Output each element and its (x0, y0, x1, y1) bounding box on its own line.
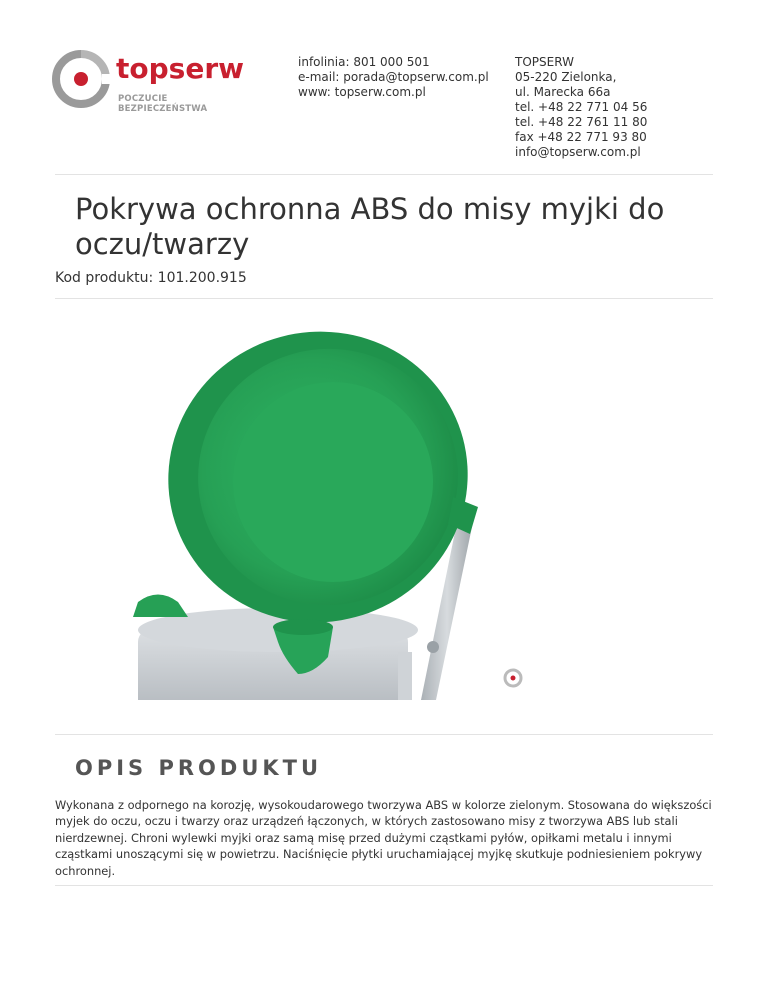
logo-ring-icon (52, 50, 110, 108)
brand-tagline: POCZUCIE BEZPIECZEŃSTWA (118, 94, 208, 114)
description-text: Wykonana z odpornego na korozję, wysokoudarowego tworzywa ABS w kolorze zielonym. Stosowana do większości myjek do oczu, oczu i twarzy oraz urządzeń łączonych, w których zastosowano misy z tworzywa ABS lub stali nierdzewnej. Chroni wylewki myjki oraz samą misę przed dużymi cząstkami pyłów, opiłkami metalu i innymi cząstkami unoszącymi się w powietrzu. Naciśnięcie płytki uruchamiającej myjkę skutkuje podniesieniem pokrywy ochronnej. (55, 798, 712, 878)
company-email-link[interactable]: info@topserw.com.pl (515, 145, 641, 159)
footer-divider (55, 885, 713, 886)
website-link[interactable]: www: topserw.com.pl (298, 85, 426, 99)
product-code: Kod produktu: 101.200.915 (55, 270, 247, 286)
brand-logo[interactable] (52, 50, 257, 114)
phone-1: tel. +48 22 771 04 56 (515, 100, 648, 114)
phone-2: tel. +48 22 761 11 80 (515, 115, 648, 129)
title-divider (55, 298, 713, 299)
street-address: ul. Marecka 66a (515, 85, 611, 99)
contact-info-right (515, 55, 647, 160)
brand-name: topserw (116, 52, 244, 85)
contact-info-left (298, 55, 489, 100)
header-divider (55, 174, 713, 175)
email-link[interactable]: e-mail: porada@topserw.com.pl (298, 70, 489, 84)
product-title: Pokrywa ochronna ABS do misy myjki do oczu/twarzy (75, 192, 665, 261)
hotline-text: infolinia: 801 000 501 (298, 55, 430, 69)
fax-number: fax +48 22 771 93 80 (515, 130, 647, 144)
company-name: TOPSERW (515, 55, 574, 69)
postal-city: 05-220 Zielonka, (515, 70, 617, 84)
product-image (118, 312, 530, 700)
description-heading: OPIS PRODUKTU (75, 756, 323, 780)
image-divider (55, 734, 713, 735)
